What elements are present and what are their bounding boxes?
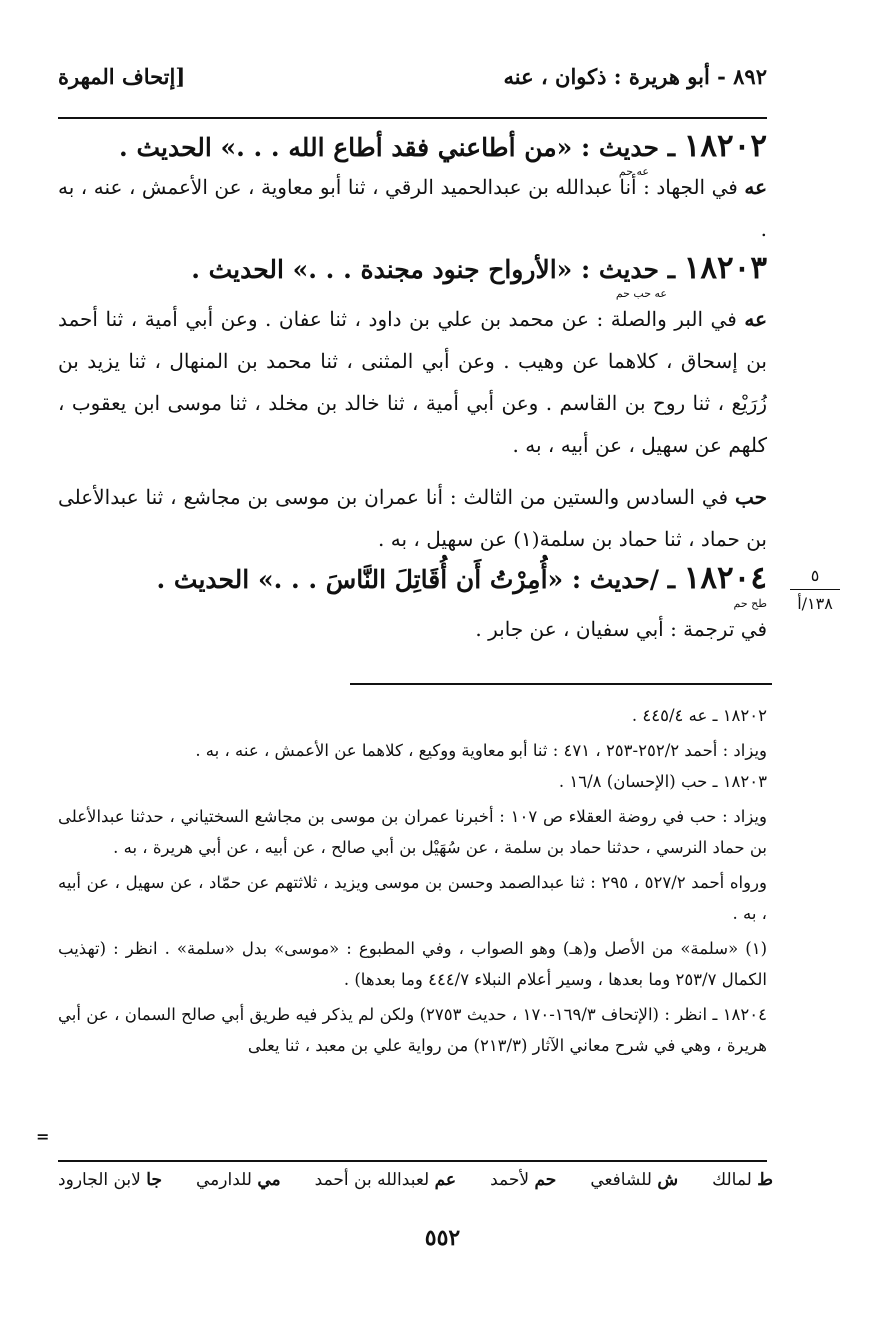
entry-paragraph <box>58 608 767 650</box>
footnotes <box>58 700 767 1061</box>
paragraph-text: في البر والصلة : عن محمد بن علي بن داود ، ثنا عفان . وعن أبي أمية ، ثنا أحمد بن إسحاق ، كلاهما عن وهيب . وعن أبي المثنى ، ثنا محمد بن المنهال ، ثنا يزيد بن زُرَيْع ، ثنا روح بن القاسم . وعن أبي أمية ، ثنا خالد بن مخلد ، ثنا موسى ابن يعقوب ، كلهم عن سهيل ، عن أبيه ، به . <box>58 307 767 457</box>
entry-title: ـ /حديث : «أُمِرْتُ أَن أُقَاتِلَ النَّاسَ . . .» الحديث . <box>156 565 684 594</box>
entry-heading <box>58 128 767 178</box>
hadith-entry-18204 <box>58 560 767 650</box>
running-header <box>58 62 767 98</box>
hadith-entry-18203 <box>58 250 767 560</box>
page-section-title: ٨٩٢ - أبو هريرة : ذكوان ، عنه <box>503 64 767 89</box>
entry-paragraph <box>58 476 767 560</box>
legend-item: ط لمالك <box>712 1170 773 1190</box>
paragraph-text: في ترجمة : أبي سفيان ، عن جابر . <box>475 617 767 641</box>
page-number: ٥٥٢ <box>424 1225 461 1251</box>
legend-rule <box>58 1160 767 1162</box>
hadith-entry-18202 <box>58 128 767 250</box>
footnote-line: (١) «سلمة» من الأصل و(هـ) وهو الصواب ، وفي المطبوع : «موسى» بدل «سلمة» . انظر : (تهذيب الكمال ٢٥٣/٧ وما بعدها ، وسير أعلام النبلاء ٤٤٤/٧ وما بعدها) . <box>58 939 767 989</box>
footnote-line: ١٨٢٠٤ ـ انظر : (الإتحاف ١٦٩/٣-١٧٠ ، حديث ٢٧٥٣) ولكن لم يذكر فيه طريق أبي صالح السمان ، عن أبي هريرة ، وهي في شرح معاني الآثار (٢١٣/٣) من رواية علي بن معبد ، ثنا يعلى <box>58 1005 767 1055</box>
footnote-line: ١٨٢٠٣ ـ حب (الإحسان) ١٦/٨ . <box>558 772 767 791</box>
paragraph-text: في السادس والستين من الثالث : أنا عمران بن موسى بن مجاشع ، ثنا عبدالأعلى بن حماد ، ثنا حماد بن سلمة(١) عن سهيل ، به . <box>58 485 767 551</box>
margin-note-top: ٥ <box>810 566 820 585</box>
footnote-line: ورواه أحمد ٥٢٧/٢ ، ٢٩٥ : ثنا عبدالصمد وحسن بن موسى ويزيد ، ثلاثتهم عن حمّاد ، عن سهيل ، عن أبيه ، به . <box>58 873 767 923</box>
footnote-line: ويزاد : حب في روضة العقلاء ص ١٠٧ : أخبرنا عمران بن موسى بن مجاشع السختياني ، حدثنا عبدالأعلى بن حماد النرسي ، حدثنا حماد بن سلمة ، عن سُهَيْل بن أبي صالح ، عن أبيه ، عن أبي هريرة ، به . <box>58 807 767 857</box>
book-title: [إتحاف المهرة <box>58 64 186 89</box>
legend-item: جا لابن الجارود <box>58 1170 162 1190</box>
continuation-mark: = <box>36 1127 50 1146</box>
entry-title: ـ حديث : «من أطاعني فقد أطاع الله . . .» الحديث . <box>119 133 684 162</box>
margin-note-divider <box>790 589 840 590</box>
legend-item: عم لعبدالله بن أحمد <box>314 1170 457 1190</box>
footnote-line: ويزاد : أحمد ٢٥٢/٢-٢٥٣ ، ٤٧١ : ثنا أبو معاوية ووكيع ، كلاهما عن الأعمش ، عنه ، به . <box>195 741 767 760</box>
entry-number: ١٨٢٠٣ <box>683 250 767 286</box>
entry-heading <box>58 560 767 610</box>
entry-heading <box>58 250 767 300</box>
legend-item: مي للدارمي <box>196 1170 281 1190</box>
entry-number: ١٨٢٠٢ <box>683 128 767 164</box>
header-rule <box>58 117 767 119</box>
entry-title: ـ حديث : «الأرواح جنود مجندة . . .» الحديث . <box>191 255 684 284</box>
entry-sigla: عه حم <box>618 165 649 178</box>
entry-paragraph <box>58 166 767 250</box>
source-sigla: عه <box>744 307 767 331</box>
margin-note-bottom: ١٣٨/أ <box>797 594 833 613</box>
legend-item: حم لأحمد <box>490 1170 557 1190</box>
entry-paragraph <box>58 298 767 466</box>
main-text <box>58 128 767 650</box>
footnote-rule <box>350 683 772 685</box>
paragraph-text: في الجهاد : أنا عبدالله بن عبدالحميد الرقي ، ثنا أبو معاوية ، عن الأعمش ، عنه ، به . <box>58 175 767 241</box>
abbreviation-legend <box>58 1166 773 1194</box>
legend-item: ش للشافعي <box>590 1170 679 1190</box>
source-sigla: عه <box>744 175 768 199</box>
source-sigla: حب <box>734 485 767 509</box>
margin-folio-note <box>790 566 840 613</box>
footnote-line: ١٨٢٠٢ ـ عه ٤٤٥/٤ . <box>631 706 767 725</box>
entry-number: ١٨٢٠٤ <box>683 560 767 596</box>
entry-sigla: عه حب حم <box>615 287 667 300</box>
entry-sigla: طح حم <box>733 597 767 610</box>
